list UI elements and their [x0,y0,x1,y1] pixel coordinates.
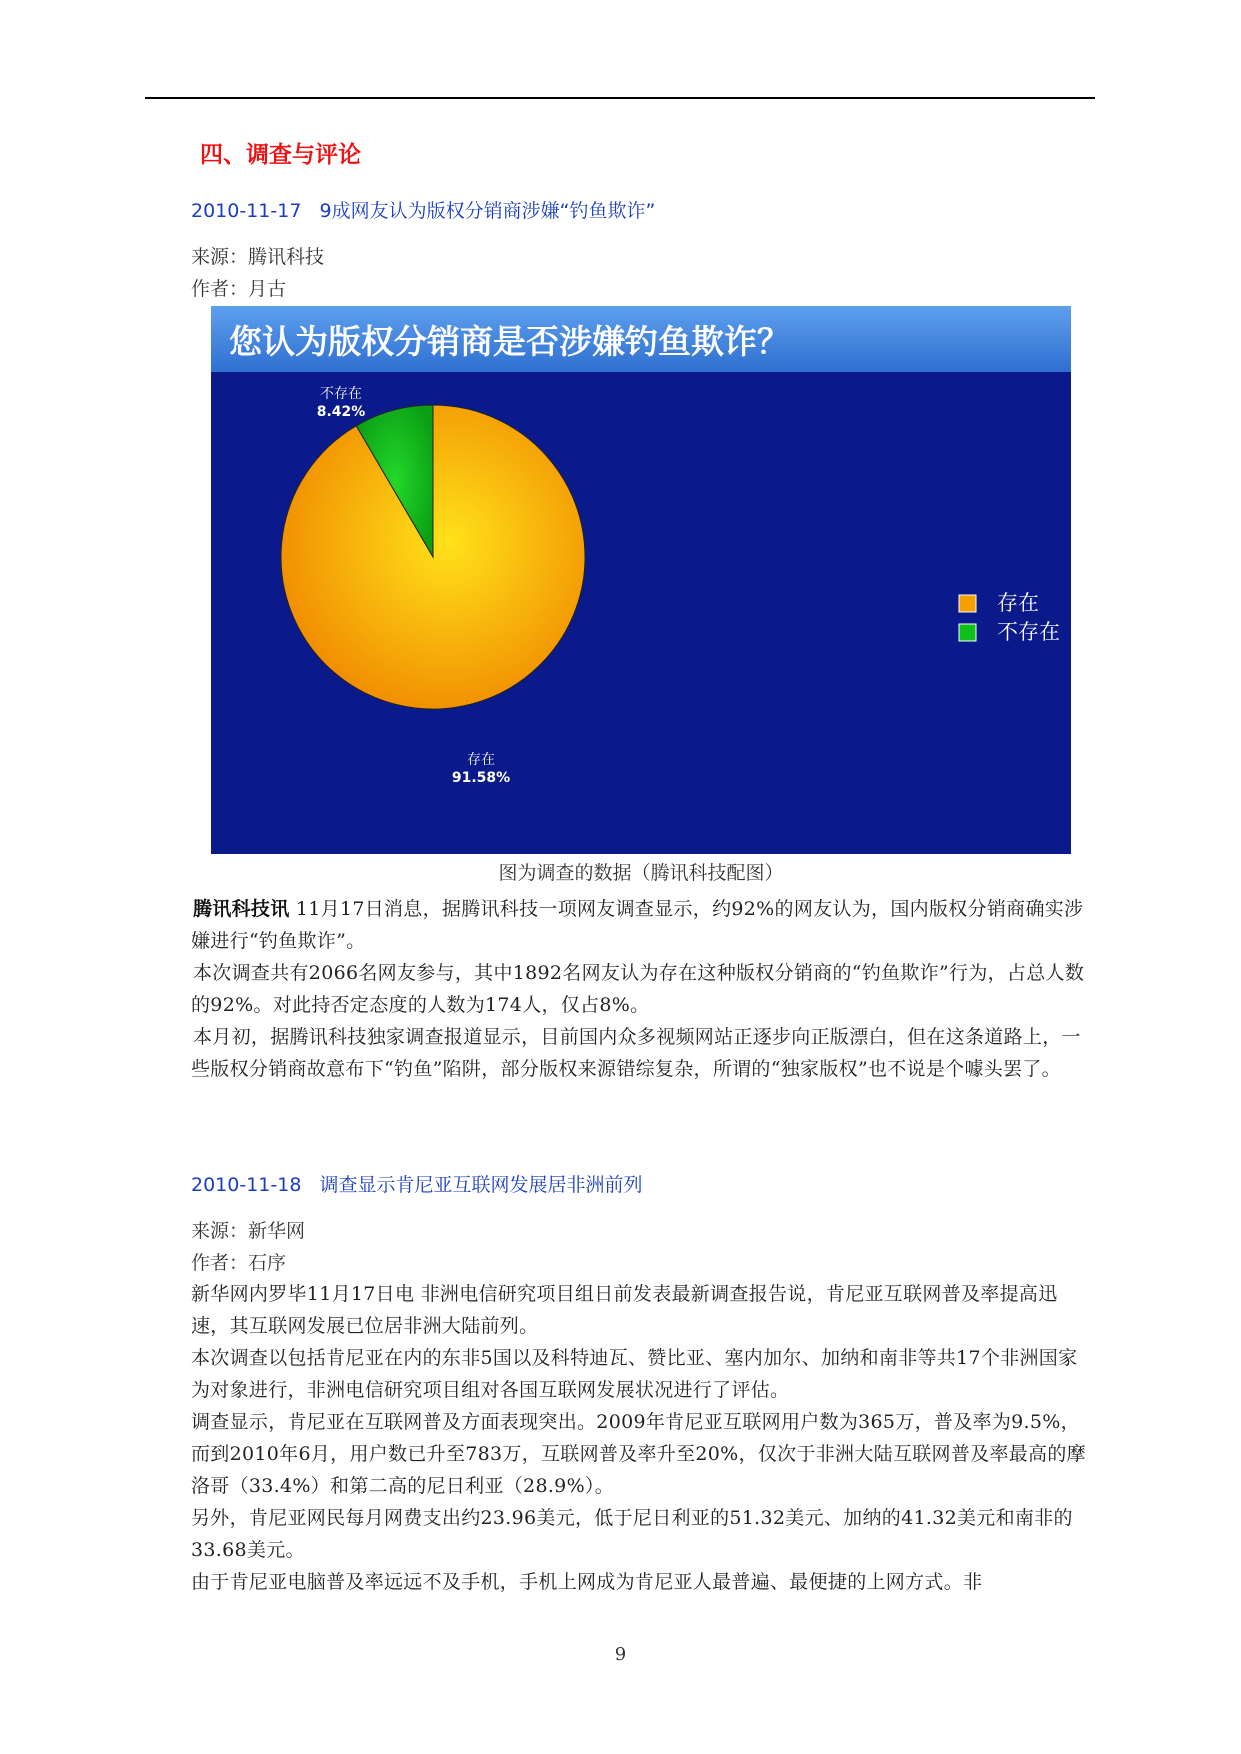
chart-caption: 图为调查的数据（腾讯科技配图） [498,862,784,884]
header-rule [145,97,1095,99]
article1-paragraph-2: 本次调查共有2066名网友参与，其中1892名网友认为存在这种版权分销商的“钓鱼欺诈”行为，占总人数的92%。对此持否定态度的人数为174人，仅占8%。 [191,962,1085,1016]
pie-group [281,386,585,786]
article1-author: 作者：月古 [191,278,287,300]
article1-source: 来源：腾讯科技 [191,246,325,268]
pie-label-value-exists: 91.58% [451,770,511,786]
legend-label-not-exists: 不存在 [997,620,1060,644]
article1-paragraph-3: 本月初，据腾讯科技独家调查报道显示，目前国内众多视频网站正逐步向正版漂白，但在这条道路上，一些版权分销商故意布下“钓鱼”陷阱，部分版权来源错综复杂，所谓的“独家版权”也不说是个噱头罢了。 [191,1026,1081,1080]
legend-swatch-not-exists [959,624,976,641]
legend-swatch-exists [959,595,976,612]
pie-label-category-not-exists: 不存在 [320,386,362,402]
section-title: 四、调查与评论 [200,142,361,168]
page-number: 9 [614,1644,627,1665]
chart-legend [959,591,1060,644]
article1-lead: 腾讯科技讯 [193,898,290,920]
article1-p1-text: 11月17日消息，据腾讯科技一项网友调查显示，约92%的网友认为，国内版权分销商确实涉嫌进行“钓鱼欺诈”。 [191,898,1084,952]
legend-label-exists: 存在 [997,591,1039,615]
article2-paragraph-1: 新华网内罗毕11月17日电 非洲电信研究项目组日前发表最新调查报告说，肯尼亚互联网普及率提高迅速，其互联网发展已位居非洲大陆前列。 [191,1283,1058,1337]
pie-label-category-exists: 存在 [467,752,495,768]
article2-heading[interactable]: 2010-11-18 调查显示肯尼亚互联网发展居非洲前列 [191,1174,643,1196]
article2-source: 来源：新华网 [191,1220,306,1242]
article1-paragraph-1 [191,893,1091,957]
article2-paragraph-3: 调查显示，肯尼亚在互联网普及方面表现突出。2009年肯尼亚互联网用户数为365万，普及率为9.5%，而到2010年6月，用户数已升至783万，互联网普及率升至20%，仅次于非洲大陆互联网普及率最高的摩洛哥（33.4%）和第二高的尼日利亚（28.9%）。 [191,1411,1086,1497]
article1-heading[interactable]: 2010-11-17 9成网友认为版权分销商涉嫌“钓鱼欺诈” [191,200,656,222]
pie-label-value-not-exists: 8.42% [316,404,366,420]
article2-paragraph-4: 另外，肯尼亚网民每月网费支出约23.96美元，低于尼日利亚的51.32美元、加纳的41.32美元和南非的33.68美元。 [191,1507,1073,1561]
article2-paragraph-5: 由于肯尼亚电脑普及率远远不及手机，手机上网成为肯尼亚人最普遍、最便捷的上网方式。非 [191,1571,983,1593]
article2-paragraph-2: 本次调查以包括肯尼亚在内的东非5国以及科特迪瓦、赞比亚、塞内加尔、加纳和南非等共17个非洲国家为对象进行，非洲电信研究项目组对各国互联网发展状况进行了评估。 [191,1347,1078,1401]
pie-chart [211,306,1071,854]
chart-title: 您认为版权分销商是否涉嫌钓鱼欺诈？ [229,322,790,361]
article2-author: 作者：石序 [191,1252,287,1274]
